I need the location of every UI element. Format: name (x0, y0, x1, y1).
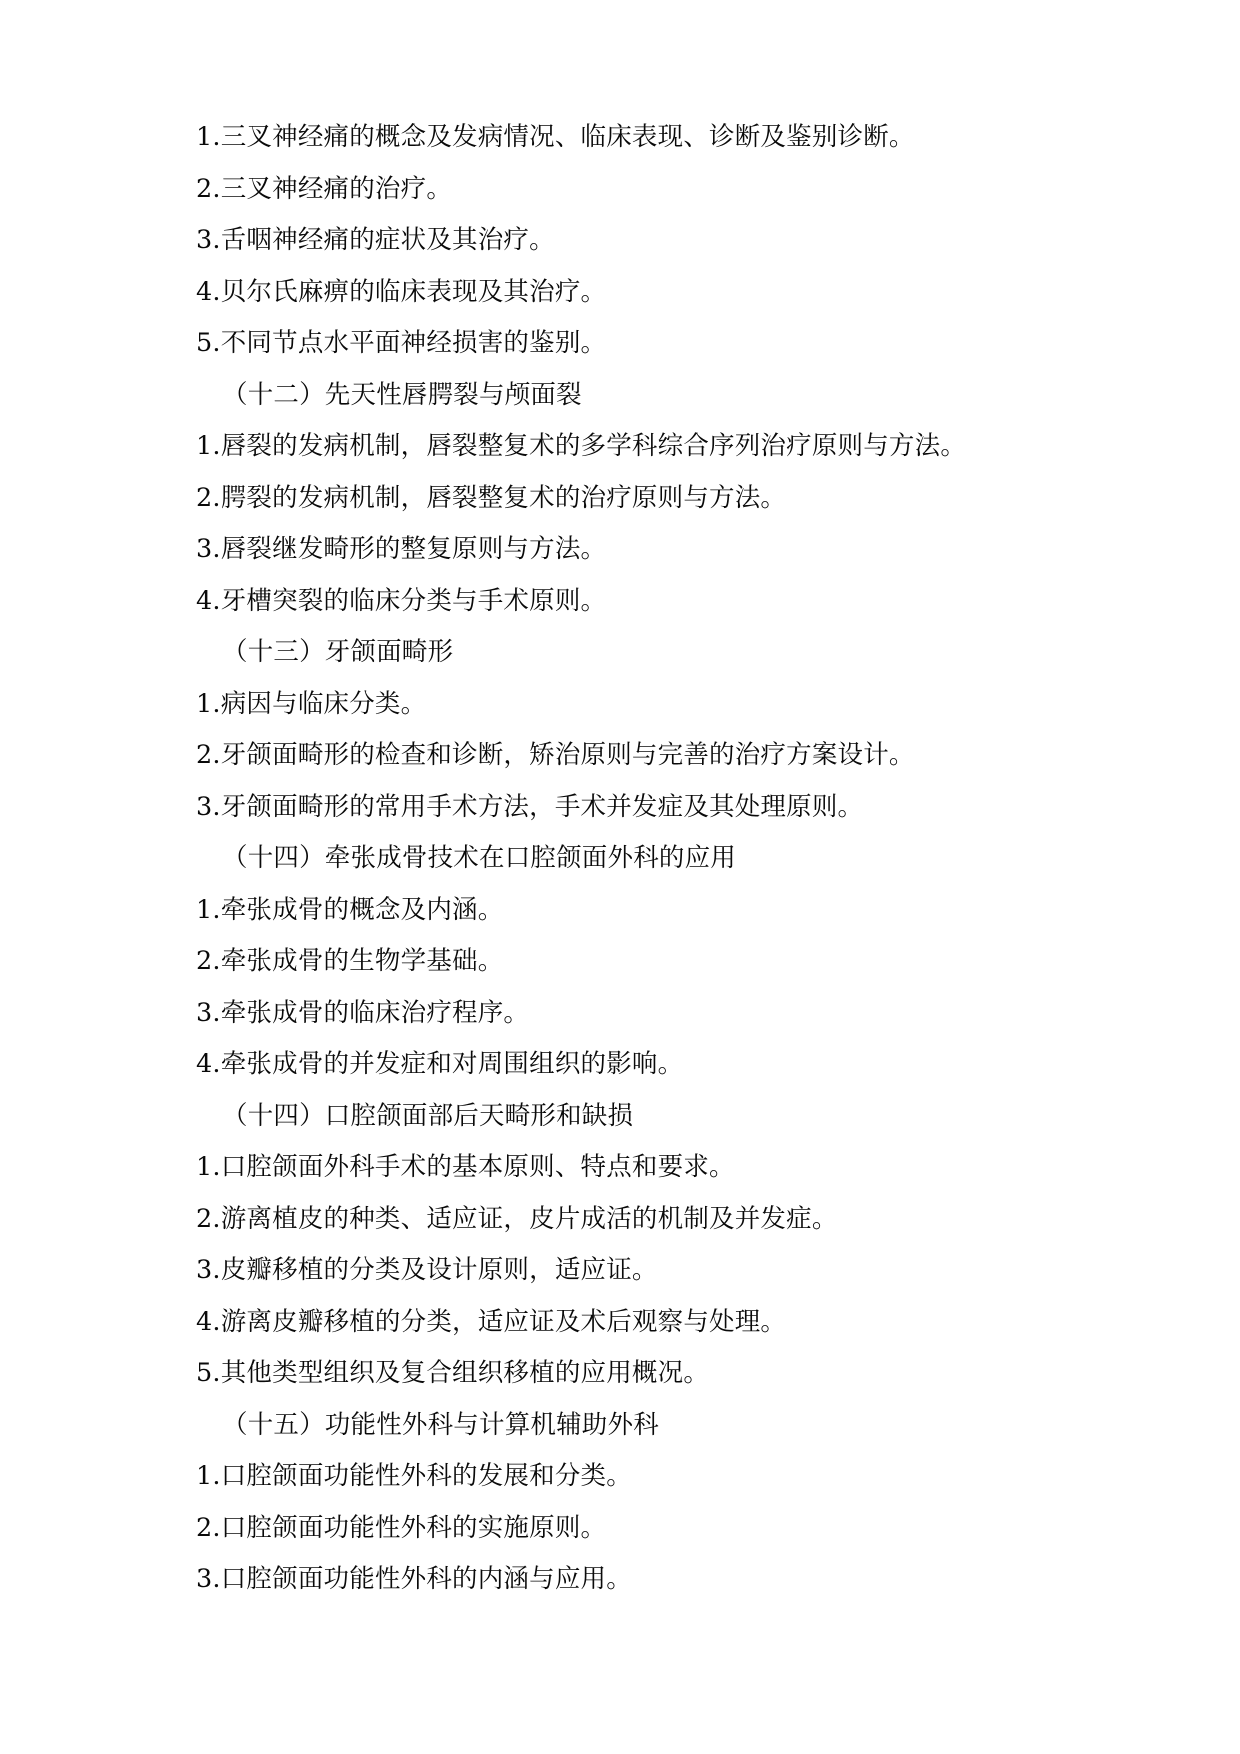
outline-item: 2.牵张成骨的生物学基础。 (196, 946, 504, 976)
outline-item: 1.牵张成骨的概念及内涵。 (196, 894, 504, 925)
outline-item: 2.牙颌面畸形的检查和诊断，矫治原则与完善的治疗方案设计。 (196, 740, 915, 770)
outline-item: 1.口腔颌面外科手术的基本原则、特点和要求。 (196, 1152, 735, 1182)
section-heading: （十四）牵张成骨技术在口腔颌面外科的应用 (222, 843, 737, 873)
outline-item: 4.牵张成骨的并发症和对周围组织的影响。 (196, 1049, 684, 1079)
outline-item: 3.皮瓣移植的分类及设计原则，适应证。 (196, 1255, 658, 1285)
outline-item: 3.唇裂继发畸形的整复原则与方法。 (196, 534, 607, 564)
section-heading: （十二）先天性唇腭裂与颅面裂 (222, 379, 582, 410)
outline-item: 3.牵张成骨的临床治疗程序。 (196, 997, 530, 1028)
section-heading: （十四）口腔颌面部后天畸形和缺损 (222, 1100, 634, 1131)
outline-item: 4.贝尔氏麻痹的临床表现及其治疗。 (196, 276, 607, 307)
outline-item: 5.其他类型组织及复合组织移植的应用概况。 (196, 1358, 710, 1388)
outline-item: 1.病因与临床分类。 (196, 688, 427, 719)
outline-item: 4.游离皮瓣移植的分类，适应证及术后观察与处理。 (196, 1306, 787, 1337)
section-heading: （十三）牙颌面畸形 (222, 637, 454, 667)
outline-item: 3.舌咽神经痛的症状及其治疗。 (196, 225, 555, 255)
outline-item: 2.口腔颌面功能性外科的实施原则。 (196, 1512, 607, 1543)
outline-item: 4.牙槽突裂的临床分类与手术原则。 (196, 585, 607, 616)
outline-item: 1.三叉神经痛的概念及发病情况、临床表现、诊断及鉴别诊断。 (196, 122, 915, 152)
section-heading: （十五）功能性外科与计算机辅助外科 (222, 1409, 659, 1440)
outline-item: 5.不同节点水平面神经损害的鉴别。 (196, 328, 607, 358)
outline-item: 3.口腔颌面功能性外科的内涵与应用。 (196, 1564, 632, 1594)
outline-item: 1.唇裂的发病机制，唇裂整复术的多学科综合序列治疗原则与方法。 (196, 431, 967, 461)
outline-item: 3.牙颌面畸形的常用手术方法，手术并发症及其处理原则。 (196, 791, 864, 822)
document-body (196, 122, 1100, 1594)
outline-item: 2.三叉神经痛的治疗。 (196, 173, 453, 204)
outline-item: 2.游离植皮的种类、适应证，皮片成活的机制及并发症。 (196, 1203, 838, 1234)
outline-item: 2.腭裂的发病机制，唇裂整复术的治疗原则与方法。 (196, 482, 787, 513)
outline-item: 1.口腔颌面功能性外科的发展和分类。 (196, 1461, 632, 1491)
